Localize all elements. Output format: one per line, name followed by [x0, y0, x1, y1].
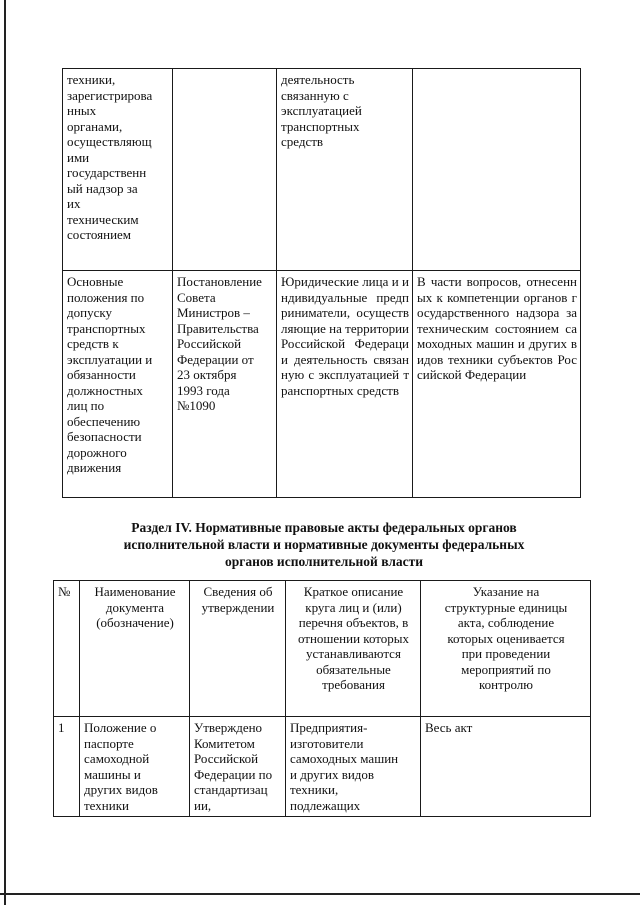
regulatory-acts-table — [53, 580, 591, 817]
column-header-document-name: Наименование документа (обозначение) — [80, 581, 190, 717]
document-name-cell: Основные положения по допуску транспортных средств к эксплуатации и обязанности должностных лиц по обеспечению безопасности дорожного движения — [63, 271, 173, 498]
document-name-cell: Положение о паспорте самоходной машины и других видов техники — [80, 717, 190, 817]
table-row — [63, 271, 581, 498]
document-name-cell: техники, зарегистрирова нных органами, осуществляющ ими государственн ый надзор за их техническим состоянием — [63, 69, 173, 271]
structural-units-cell — [413, 69, 581, 271]
table-row — [54, 717, 591, 817]
scan-left-edge — [4, 0, 6, 905]
row-number-cell: 1 — [54, 717, 80, 817]
scan-bottom-edge — [0, 893, 640, 895]
structural-units-cell: В части вопросов, отнесенных к компетенции органов государственного надзора за техническим состоянием самоходных машин и других видов техники субъектов Российской Федерации — [413, 271, 581, 498]
structural-units-cell: Весь акт — [421, 717, 591, 817]
subjects-description-cell: Предприятия- изготовители самоходных машин и других видов техники, подлежащих — [286, 717, 421, 817]
column-header-approval-info: Сведения об утверждении — [190, 581, 286, 717]
section-heading: Раздел IV. Нормативные правовые акты федеральных органов исполнительной власти и нормативные документы федеральных органов исполнительной власти — [123, 520, 525, 569]
subjects-description-cell: Юридические лица и индивидуальные предприниматели, осуществляющие на территории Российской Федерации деятельность связанную с эксплуатацией транспортных средств — [277, 271, 413, 498]
column-header-structural-units: Указание на структурные единицы акта, соблюдение которых оценивается при проведении мероприятий по контролю — [421, 581, 591, 717]
approval-info-cell: Постановление Совета Министров – Правительства Российской Федерации от 23 октября 1993 года №1090 — [173, 271, 277, 498]
table-row — [63, 69, 581, 271]
table-header-row — [54, 581, 591, 717]
approval-info-cell: Утверждено Комитетом Российской Федерации по стандартизац ии, — [190, 717, 286, 817]
continuation-table — [62, 68, 581, 498]
subjects-description-cell: деятельность связанную с эксплуатацией транспортных средств — [277, 69, 413, 271]
column-header-subjects-description: Краткое описание круга лиц и (или) перечня объектов, в отношении которых устанавливаются обязательные требования — [286, 581, 421, 717]
column-header-number: № — [54, 581, 80, 717]
approval-info-cell — [173, 69, 277, 271]
